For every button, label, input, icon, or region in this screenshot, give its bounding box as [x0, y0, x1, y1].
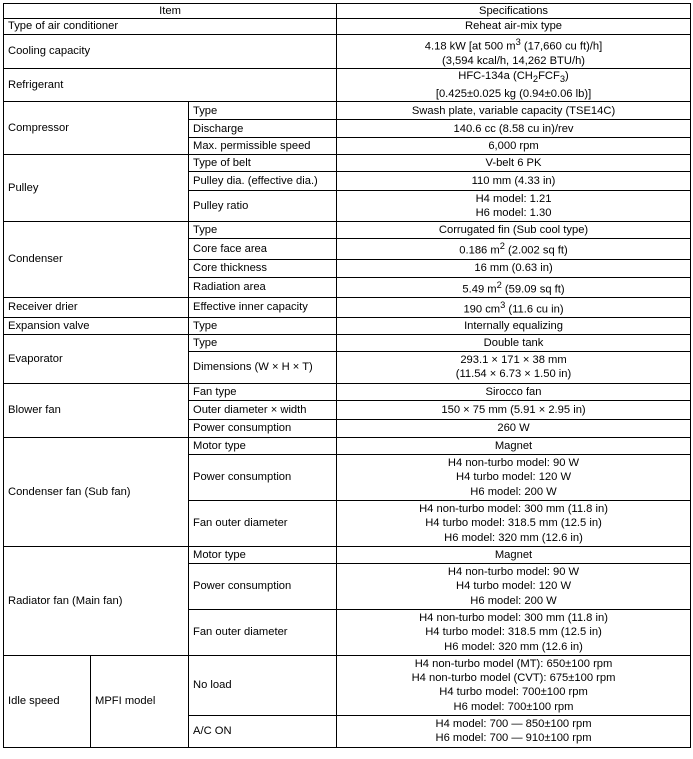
evaporator-dim-line1: 293.1 × 171 × 38 mm — [460, 353, 567, 366]
refrigerant-sub1: 2 — [532, 74, 539, 85]
compressor-speed-label: Max. permissible speed — [189, 138, 337, 155]
cooling-line2: (3,594 kcal/h, 14,262 BTU/h) — [442, 54, 586, 67]
table-row — [4, 546, 691, 563]
refrigerant-line2: [0.425±0.025 kg (0.94±0.06 lb)] — [435, 88, 592, 100]
pulley-dia-label: Pulley dia. (effective dia.) — [189, 172, 337, 191]
table-row — [4, 155, 691, 172]
rad-fan-pc-value — [337, 563, 691, 609]
cooling-text-a: 4.18 kW [at 500 m — [424, 40, 516, 53]
pulley-ratio-label: Pulley ratio — [189, 191, 337, 222]
table-row — [4, 317, 691, 334]
table-row — [4, 102, 691, 120]
rad-fan-od-label: Fan outer diameter — [189, 609, 337, 655]
evaporator-type-label: Type — [189, 334, 337, 351]
row-label-type-ac: Type of air conditioner — [4, 19, 337, 34]
idle-acon-line2: H6 model: 700 — 910±100 rpm — [435, 732, 592, 745]
pulley-ratio-value — [337, 191, 691, 222]
pulley-ratio-line1: H4 model: 1.21 — [475, 193, 552, 205]
condenser-face-value — [337, 239, 691, 259]
refrigerant-text-a: HFC-134a (CH — [458, 70, 533, 83]
table-row — [4, 222, 691, 239]
table-row — [4, 69, 691, 102]
receiver-cap-value — [337, 297, 691, 317]
cond-fan-od-line3: H6 model: 320 mm (12.6 in) — [444, 531, 583, 544]
condenser-thick-label: Core thickness — [189, 259, 337, 277]
rad-fan-od-line2: H4 turbo model: 318.5 mm (12.5 in) — [425, 626, 602, 639]
pulley-belt-label: Type of belt — [189, 155, 337, 172]
condenser-rad-b: (59.09 sq ft) — [501, 283, 565, 296]
value-cooling — [337, 34, 691, 69]
header-row — [4, 4, 691, 19]
cooling-text-b: (17,660 cu ft)/h] — [520, 40, 603, 53]
header-specifications: Specifications — [337, 4, 691, 19]
pulley-ratio-line2: H6 model: 1.30 — [475, 207, 552, 220]
row-label-expansion: Expansion valve — [4, 317, 189, 334]
compressor-discharge-label: Discharge — [189, 120, 337, 138]
row-label-rad-fan: Radiator fan (Main fan) — [4, 546, 189, 655]
table-row — [4, 334, 691, 351]
compressor-speed-value: 6,000 rpm — [337, 138, 691, 155]
table-row — [4, 655, 691, 715]
idle-acon-label: A/C ON — [189, 715, 337, 747]
refrigerant-sub2: 3 — [559, 74, 566, 85]
table-row — [4, 437, 691, 454]
blower-od-label: Outer diameter × width — [189, 400, 337, 419]
table-row — [4, 297, 691, 317]
condenser-face-b: (2.002 sq ft) — [504, 245, 568, 258]
receiver-cap-sup: 3 — [500, 299, 506, 310]
compressor-type-label: Type — [189, 102, 337, 120]
condenser-type-label: Type — [189, 222, 337, 239]
blower-pc-label: Power consumption — [189, 419, 337, 437]
specifications-table — [3, 3, 691, 748]
cond-fan-od-label: Fan outer diameter — [189, 500, 337, 546]
idle-noload-line2: H4 non-turbo model (CVT): 675±100 rpm — [411, 671, 616, 684]
row-label-cooling: Cooling capacity — [4, 34, 337, 69]
table-row — [4, 19, 691, 34]
rad-fan-pc-line2: H4 turbo model: 120 W — [455, 580, 572, 593]
row-label-compressor: Compressor — [4, 102, 189, 155]
condenser-rad-a: 5.49 m — [462, 283, 497, 296]
evaporator-dim-line2: (11.54 × 6.73 × 1.50 in) — [455, 368, 572, 381]
idle-noload-line3: H4 turbo model: 700±100 rpm — [439, 686, 588, 699]
condenser-face-sup: 2 — [499, 241, 505, 252]
row-label-refrigerant: Refrigerant — [4, 69, 337, 102]
rad-fan-od-line3: H6 model: 320 mm (12.6 in) — [444, 640, 583, 653]
expansion-type-value: Internally equalizing — [337, 317, 691, 334]
table-row — [4, 383, 691, 400]
cond-fan-motor-label: Motor type — [189, 437, 337, 454]
cond-fan-od-line2: H4 turbo model: 318.5 mm (12.5 in) — [425, 517, 602, 530]
rad-fan-pc-line1: H4 non-turbo model: 90 W — [447, 565, 580, 578]
pulley-belt-value: V-belt 6 PK — [337, 155, 691, 172]
cond-fan-pc-line1: H4 non-turbo model: 90 W — [447, 456, 580, 469]
receiver-cap-a: 190 cm — [463, 303, 501, 316]
row-label-blower: Blower fan — [4, 383, 189, 437]
row-label-idle: Idle speed — [4, 655, 91, 747]
refrigerant-text-c: ) — [565, 70, 569, 83]
cond-fan-motor-value: Magnet — [337, 437, 691, 454]
cond-fan-pc-line3: H6 model: 200 W — [470, 485, 557, 498]
cond-fan-pc-value — [337, 454, 691, 500]
expansion-type-label: Type — [189, 317, 337, 334]
rad-fan-od-value — [337, 609, 691, 655]
evaporator-dim-label: Dimensions (W × H × T) — [189, 351, 337, 383]
compressor-type-value: Swash plate, variable capacity (TSE14C) — [337, 102, 691, 120]
cond-fan-pc-label: Power consumption — [189, 454, 337, 500]
compressor-discharge-value: 140.6 cc (8.58 cu in)/rev — [337, 120, 691, 138]
condenser-rad-value — [337, 277, 691, 297]
rad-fan-pc-label: Power consumption — [189, 563, 337, 609]
rad-fan-motor-label: Motor type — [189, 546, 337, 563]
cond-fan-pc-line2: H4 turbo model: 120 W — [455, 471, 572, 484]
rad-fan-pc-line3: H6 model: 200 W — [470, 594, 557, 607]
table-row — [4, 34, 691, 69]
pulley-dia-value: 110 mm (4.33 in) — [337, 172, 691, 191]
row-label-receiver: Receiver drier — [4, 297, 189, 317]
row-label-pulley: Pulley — [4, 155, 189, 222]
blower-type-label: Fan type — [189, 383, 337, 400]
condenser-face-a: 0.186 m — [459, 245, 500, 258]
blower-od-value: 150 × 75 mm (5.91 × 2.95 in) — [337, 400, 691, 419]
idle-noload-line4: H6 model: 700±100 rpm — [453, 700, 574, 713]
receiver-cap-label: Effective inner capacity — [189, 297, 337, 317]
condenser-thick-value: 16 mm (0.63 in) — [337, 259, 691, 277]
cond-fan-od-value — [337, 500, 691, 546]
cond-fan-od-line1: H4 non-turbo model: 300 mm (11.8 in) — [419, 502, 608, 515]
row-label-evaporator: Evaporator — [4, 334, 189, 383]
condenser-type-value: Corrugated fin (Sub cool type) — [337, 222, 691, 239]
header-item: Item — [4, 4, 337, 19]
value-refrigerant — [337, 69, 691, 102]
idle-noload-line1: H4 non-turbo model (MT): 650±100 rpm — [414, 657, 613, 670]
idle-acon-value — [337, 715, 691, 747]
value-type-ac: Reheat air-mix type — [337, 19, 691, 34]
blower-type-value: Sirocco fan — [337, 383, 691, 400]
evaporator-dim-value — [337, 351, 691, 383]
condenser-face-label: Core face area — [189, 239, 337, 259]
refrigerant-text-b: FCF — [538, 70, 560, 83]
rad-fan-od-line1: H4 non-turbo model: 300 mm (11.8 in) — [419, 611, 608, 624]
row-sublabel-mpfi: MPFI model — [91, 655, 189, 747]
blower-pc-value: 260 W — [337, 419, 691, 437]
idle-noload-value — [337, 655, 691, 715]
idle-noload-label: No load — [189, 655, 337, 715]
evaporator-type-value: Double tank — [337, 334, 691, 351]
condenser-rad-sup: 2 — [496, 279, 502, 290]
condenser-rad-label: Radiation area — [189, 277, 337, 297]
cooling-sup: 3 — [515, 36, 521, 47]
receiver-cap-b: (11.6 cu in) — [505, 303, 564, 316]
rad-fan-motor-value: Magnet — [337, 546, 691, 563]
row-label-condenser: Condenser — [4, 222, 189, 297]
idle-acon-line1: H4 model: 700 — 850±100 rpm — [435, 717, 592, 730]
row-label-cond-fan: Condenser fan (Sub fan) — [4, 437, 189, 546]
